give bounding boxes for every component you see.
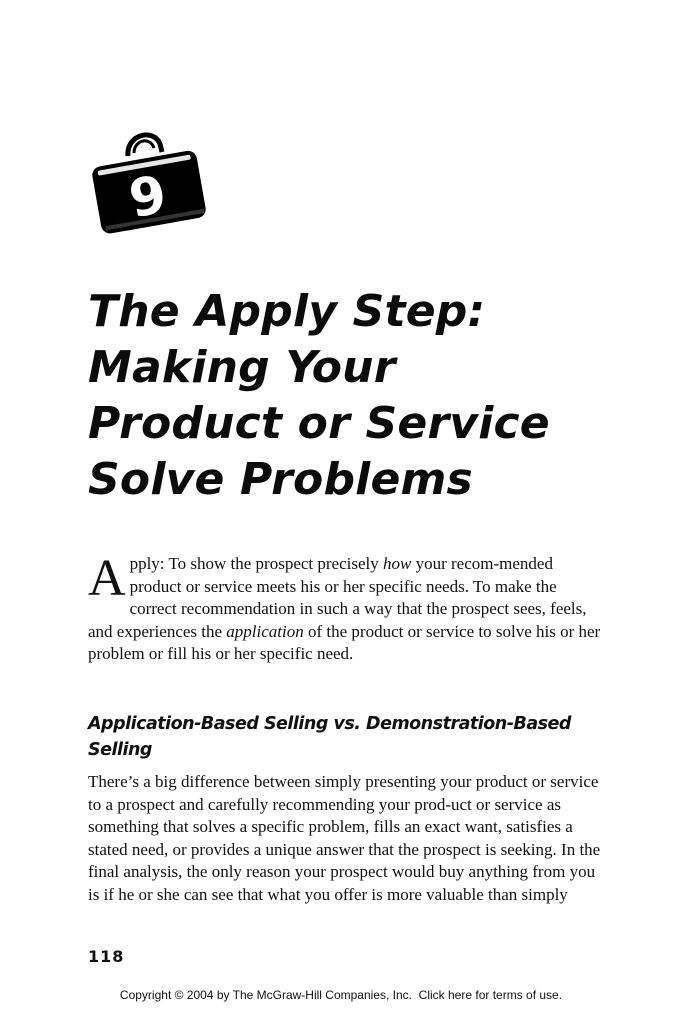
chapter-title-line-2: Making Your xyxy=(88,342,396,393)
chapter-title-line-3: Product or Service xyxy=(88,398,550,449)
page-number: 118 xyxy=(88,947,125,966)
chapter-title xyxy=(88,284,648,508)
terms-of-use-link[interactable]: Click here for terms of use. xyxy=(418,988,563,1002)
chapter-title-line-1: The Apply Step: xyxy=(88,286,486,337)
drop-cap: A xyxy=(88,550,126,607)
chapter-number: 9 xyxy=(124,164,171,231)
section-body: There’s a big difference between simply presenting your product or service to a prospect and carefully recommending your prod-uct or service as something that solves a specific problem, fills an exact want, satisfies a stated need, or provides a unique answer that the prospect is seeking. In the final analysis, the only reason your prospect would buy anything from you is if he or she can see that what you offer is more valuable than simply xyxy=(88,772,601,904)
briefcase-icon xyxy=(88,126,212,240)
copyright-text: Copyright © 2004 by The McGraw-Hill Companies, Inc. xyxy=(119,988,412,1002)
intro-emphasis-application: application xyxy=(226,621,304,641)
copyright-notice xyxy=(0,988,682,1002)
intro-text-3: of the product or service to solve his or her problem or fill his or her specific need. xyxy=(88,621,601,664)
intro-text-2: your recom-mended product or service meets his or her specific needs. To make the correct recommendation in such a way that the prospect sees, feels, and experiences the xyxy=(88,554,587,641)
section-heading: Application-Based Selling vs. Demonstration-Based Selling xyxy=(88,714,571,760)
intro-text-1: pply: To show the prospect precisely xyxy=(129,554,384,573)
intro-emphasis-how: how xyxy=(383,554,412,573)
intro-paragraph xyxy=(88,550,608,666)
chapter-title-line-4: Solve Problems xyxy=(88,454,473,505)
